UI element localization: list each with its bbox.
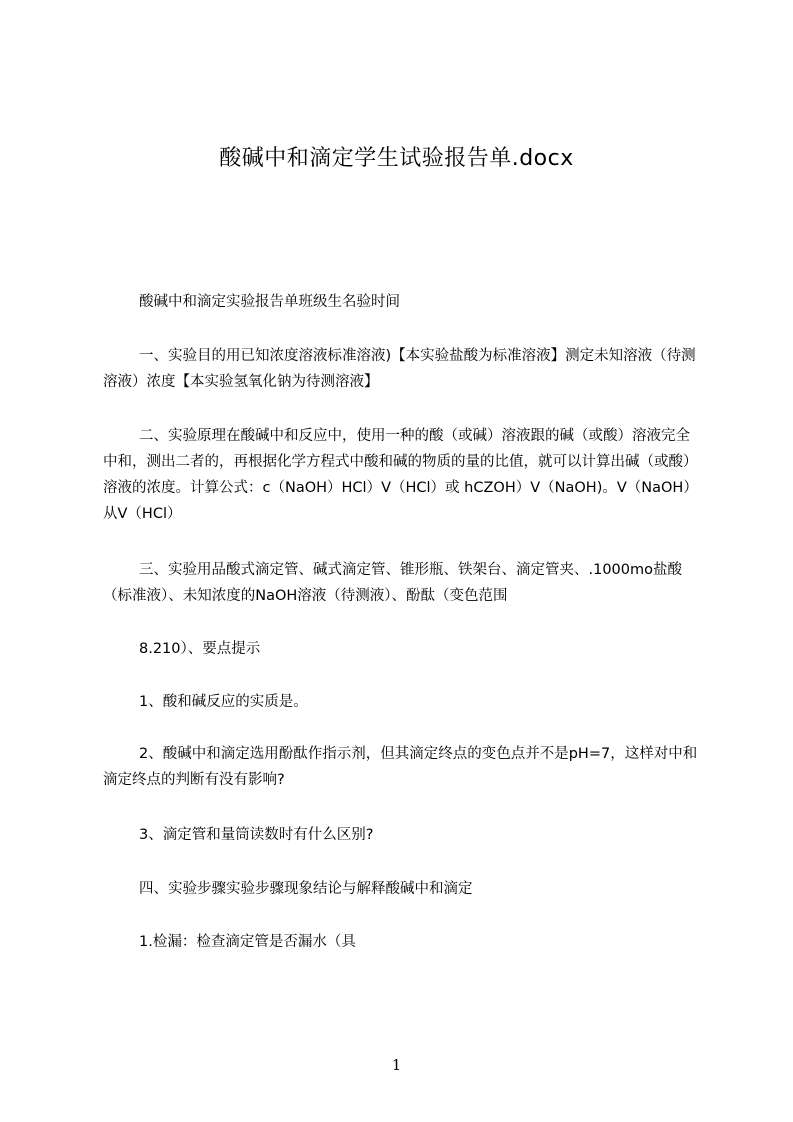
paragraph-tip-2: 2、酸碱中和滴定选用酚酞作指示剂，但其滴定终点的变色点并不是pH=7，这样对中和滴定终点的判断有没有影响? xyxy=(103,746,698,788)
document-title: 酸碱中和滴定学生试验报告单.docx xyxy=(219,146,574,171)
paragraph-steps: 四、实验步骤实验步骤现象结论与解释酸碱中和滴定 xyxy=(139,881,473,897)
paragraph-principle: 二、实验原理在酸碱中和反应中，使用一种的酸（或碱）溶液跟的碱（或酸）溶液完全中和，测出二者的，再根据化学方程式中酸和碱的物质的量的比值，就可以计算出碱（或酸）溶液的浓度。计算公式：c（NaOH）HCl）V（HCl）或 hCZOH）V（NaOH)。V（NaOH）从V（HCl） xyxy=(103,428,698,522)
paragraph-tips-heading: 8.210）、要点提示 xyxy=(139,641,261,657)
paragraph-step-1: 1.检漏：检查滴定管是否漏水（具 xyxy=(139,934,356,950)
paragraph-materials: 三、实验用品酸式滴定管、碱式滴定管、锥形瓶、铁架台、滴定管夹、.1000mo盐酸（标准液）、未知浓度的NaOH溶液（待测液）、酚酞（变色范围 xyxy=(103,562,683,604)
paragraph-header: 酸碱中和滴定实验报告单班级生名验时间 xyxy=(139,294,400,310)
paragraph-purpose: 一、实验目的用已知浓度溶液标准溶液)【本实验盐酸为标准溶液】测定未知溶液（待测溶液）浓度【本实验氢氧化钠为待测溶液】 xyxy=(103,348,696,390)
paragraph-tip-3: 3、滴定管和量筒读数时有什么区别? xyxy=(139,827,374,843)
paragraph-tip-1: 1、酸和碱反应的实质是。 xyxy=(139,694,308,710)
page-number: 1 xyxy=(391,1056,402,1074)
